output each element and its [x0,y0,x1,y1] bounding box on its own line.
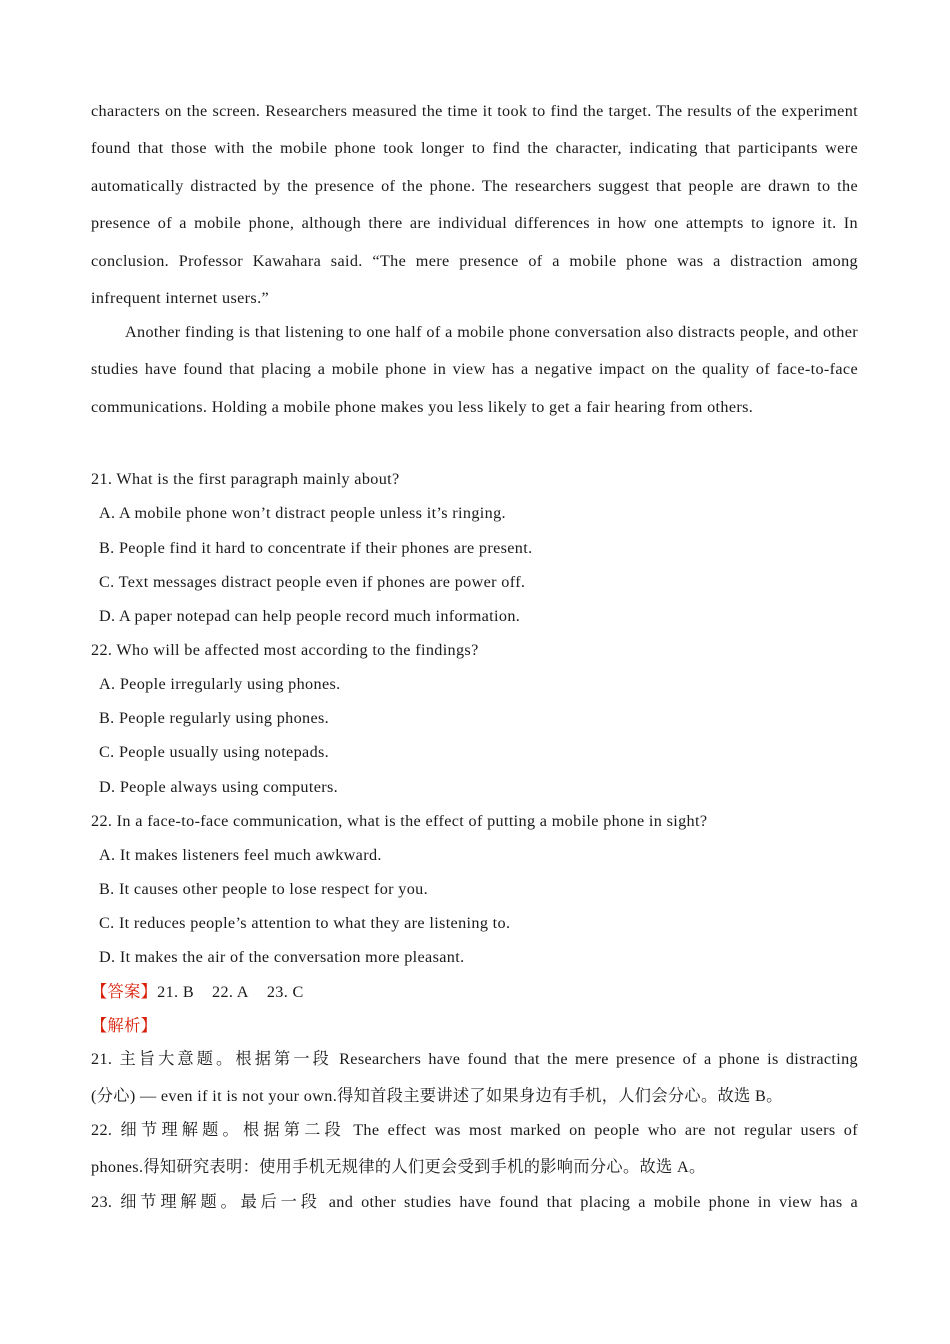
question-21-stem: 21. What is the first paragraph mainly about? [91,470,400,488]
question-21-option-c: C. Text messages distract people even if phones are power off. [99,573,526,591]
answer-key [91,981,858,1003]
answer-item-21: 21. B [157,983,194,1001]
question-21-option-a: A. A mobile phone won’t distract people unless it’s ringing. [99,504,506,522]
question-22-option-c: C. People usually using notepads. [99,743,330,761]
answer-item-23: 23. C [266,983,304,1001]
question-23-option-b: B. It causes other people to lose respect for you. [99,880,429,898]
analysis-21-line-2: (分心) — even if it is not your own.得知首段主要讲述了如果身边有手机，人们会分心。故选 B。 [91,1087,783,1105]
answer-label: 【答案】 [91,983,158,1001]
answer-item-22: 22. A [212,983,249,1001]
question-22-stem: 22. Who will be affected most according to the findings? [91,641,479,659]
question-23-option-c: C. It reduces people’s attention to what they are listening to. [99,914,511,932]
analysis-22-line-2: phones.得知研究表明：使用手机无规律的人们更会受到手机的影响而分心。故选 A。 [91,1158,706,1176]
question-23-option-d: D. It makes the air of the conversation more pleasant. [99,948,465,966]
question-23-stem: 22. In a face-to-face communication, what is the effect of putting a mobile phone in sight? [91,812,708,830]
question-21-option-b: B. People find it hard to concentrate if their phones are present. [99,539,533,557]
question-22-option-b: B. People regularly using phones. [99,709,330,727]
passage-paragraph-2: Another finding is that listening to one half of a mobile phone conversation also distracts people, and other studies have found that placing a mobile phone in view has a negative impact on the quality of face-to-face communications. Holding a mobile phone makes you less likely to get a fair hearing from others. [91,323,858,416]
analysis-23-line-1: 23. 细节理解题。最后一段 and other studies have found that placing a mobile phone in view has a [91,1193,858,1211]
analysis-22-line-1: 22. 细节理解题。根据第二段 The effect was most marked on people who are not regular users of [91,1121,858,1139]
question-21-option-d: D. A paper notepad can help people record much information. [99,607,521,625]
question-22-option-a: A. People irregularly using phones. [99,675,341,693]
analysis-21-line-1: 21. 主旨大意题。根据第一段 Researchers have found that the mere presence of a phone is distracting [91,1050,858,1068]
question-23-option-a: A. It makes listeners feel much awkward. [99,846,382,864]
question-22-option-d: D. People always using computers. [99,778,339,796]
passage-paragraph-1-continued: characters on the screen. Researchers measured the time it took to find the target. The results of the experiment found that those with the mobile phone took longer to find the character, indicating that participants were automatically distracted by the presence of the phone. The researchers suggest that people are drawn to the presence of a mobile phone, although there are individual differences in how one attempts to ignore it. In conclusion. Professor Kawahara said. “The mere presence of a mobile phone was a distraction among infrequent internet users.” [91,102,858,308]
analysis-label: 【解析】 [91,1017,158,1035]
